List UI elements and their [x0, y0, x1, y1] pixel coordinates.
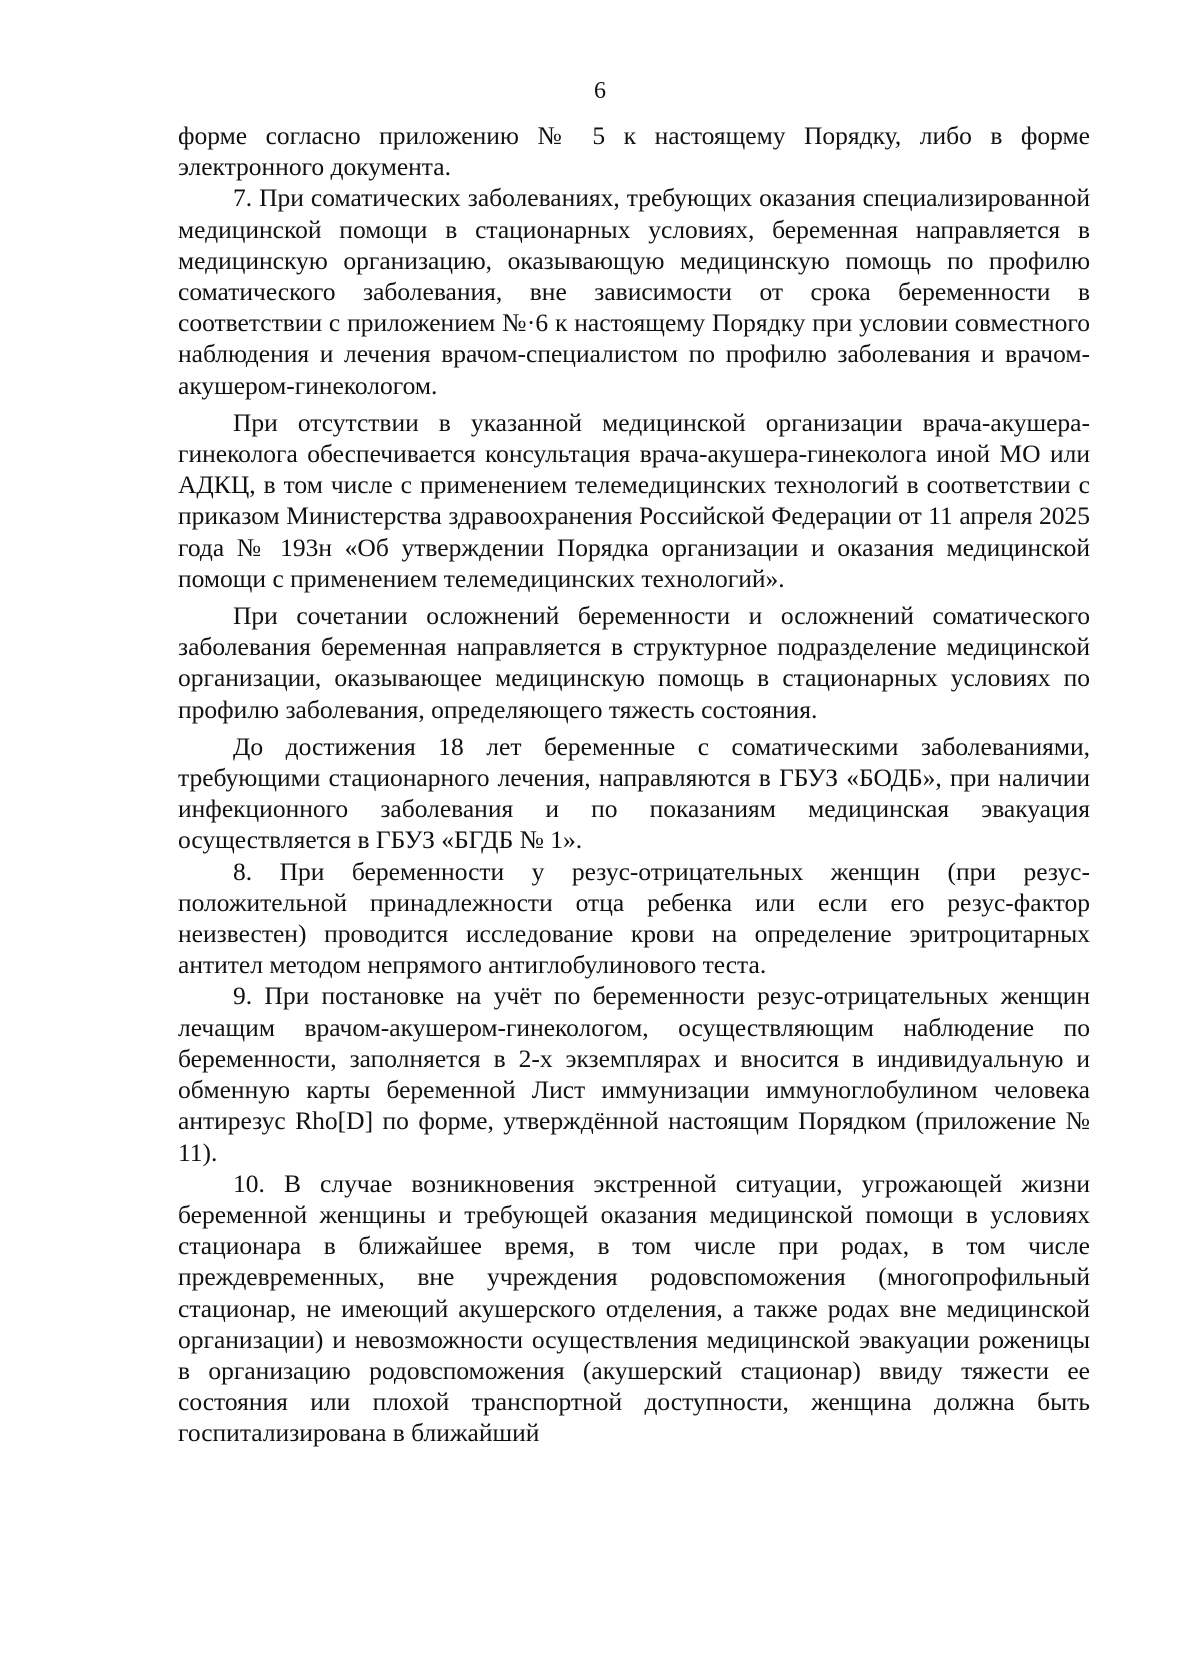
page-number: 6: [594, 78, 606, 104]
paragraph-item-9: 9. При постановке на учёт по беременности резус-отрицательных женщин лечащим врачом-акушером-гинекологом, осуществляющим наблюдение по беременности, заполняется в 2-х экземплярах и вносится в индивидуальную и обменную карты беременной Лист иммунизации иммуноглобулином человека антирезус Rho[D] по форме, утверждённой настоящим Порядком (приложение № 11).: [178, 981, 1090, 1167]
paragraph-complications: При сочетании осложнений беременности и осложнений соматического заболевания беременная направляется в структурное подразделение медицинской организации, оказывающее медицинскую помощь в стационарных условиях по профилю заболевания, определяющего тяжесть состояния.: [178, 601, 1090, 724]
paragraph-continuation: форме согласно приложению № 5 к настоящему Порядку, либо в форме электронного документа.: [178, 121, 1090, 182]
paragraph-item-10: 10. В случае возникновения экстренной ситуации, угрожающей жизни беременной женщины и требующей оказания медицинской помощи в условиях стационара в ближайшее время, в том числе при родах, в том числе преждевременных, вне учреждения родовспоможения (многопрофильный стационар, не имеющий акушерского отделения, а также родах вне медицинской организации) и невозможности осуществления медицинской эвакуации роженицы в организацию родовспоможения (акушерский стационар) ввиду тяжести ее состояния или плохой транспортной доступности, женщина должна быть госпитализирована в ближайший: [178, 1168, 1090, 1448]
paragraph-item-8: 8. При беременности у резус-отрицательных женщин (при резус-положительной принадлежности отца ребенка или если его резус-фактор неизвестен) проводится исследование крови на определение эритроцитарных антител методом непрямого антиглобулинового теста.: [178, 856, 1090, 980]
paragraph-consultation: При отсутствии в указанной медицинской организации врача-акушера-гинеколога обеспечивается консультация врача-акушера-гинеколога иной МО или АДКЦ, в том числе с применением телемедицинских технологий в соответствии с приказом Министерства здравоохранения Российской Федерации от 11 апреля 2025 года № 193н «Об утверждении Порядка организации и оказания медицинской помощи с применением телемедицинских технологий».: [178, 407, 1090, 593]
paragraph-item-7: 7. При соматических заболеваниях, требующих оказания специализированной медицинской помощи в стационарных условиях, беременная направляется в медицинскую организацию, оказывающую медицинскую помощь по профилю соматического заболевания, вне зависимости от срока беременности в соответствии с приложением №·6 к настоящему Порядку при условии совместного наблюдения и лечения врачом-специалистом по профилю заболевания и врачом-акушером-гинекологом.: [178, 183, 1090, 400]
document-body: [178, 120, 1090, 1449]
paragraph-minors: До достижения 18 лет беременные с соматическими заболеваниями, требующими стационарного лечения, направляются в ГБУЗ «БОДБ», при наличии инфекционного заболевания и по показаниям медицинская эвакуация осуществляется в ГБУЗ «БГДБ № 1».: [178, 731, 1090, 855]
